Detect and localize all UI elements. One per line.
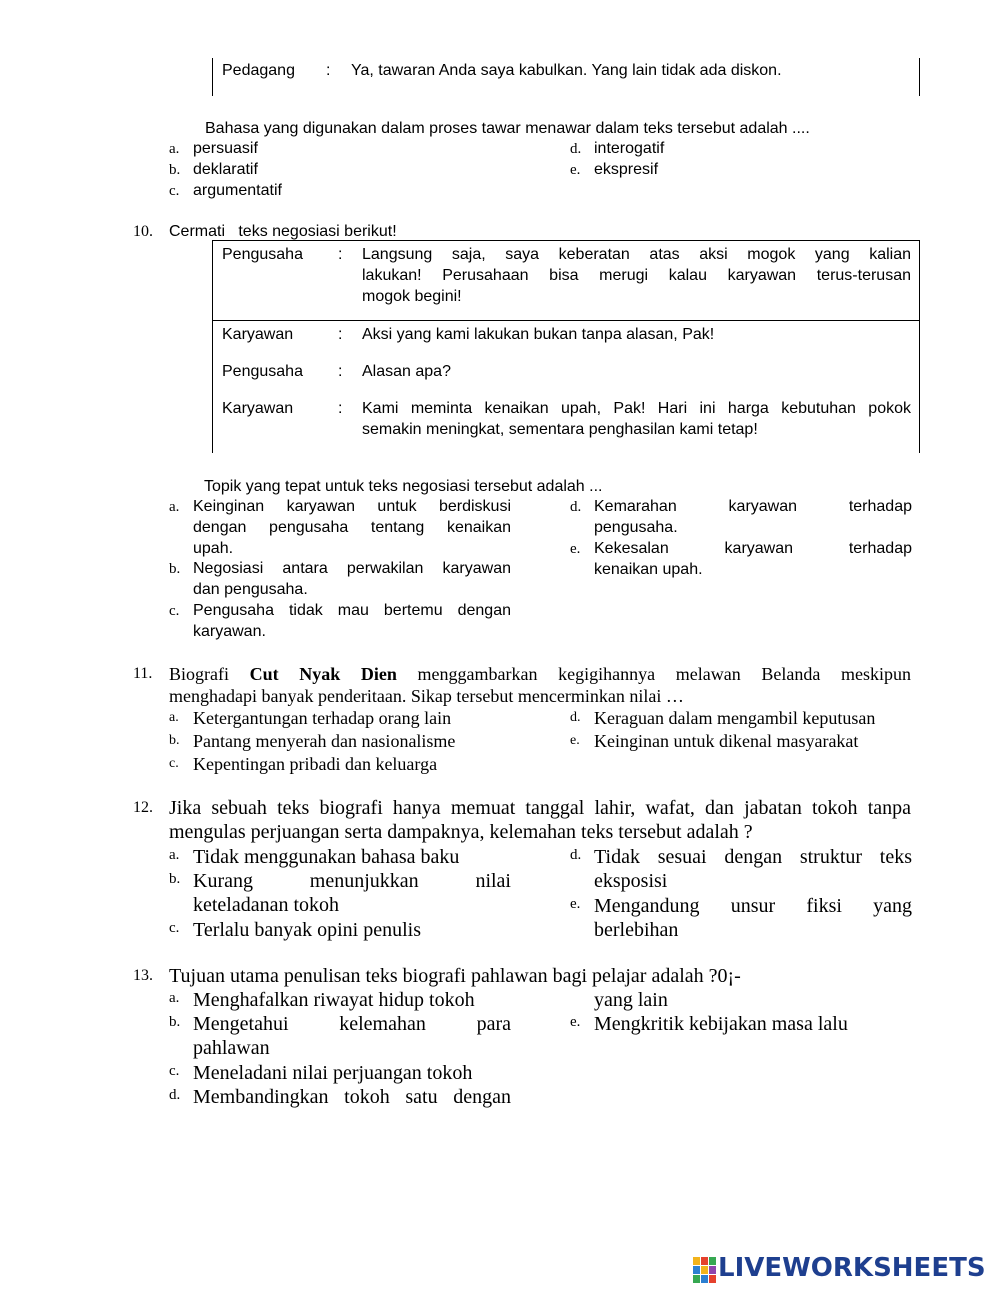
dialog-colon: : [338,400,343,417]
q11-option-b[interactable]: Pantang menyerah dan nasionalisme [193,731,456,751]
q10-option-d[interactable]: Kemarahan karyawan terhadap pengusaha. [594,498,912,536]
table-border-right [919,240,920,453]
q12-question-line2: mengulas perjuangan serta dampaknya, kelemahan teks tersebut adalah ? [169,821,753,843]
dialog-speaker: Karyawan [222,326,294,343]
q11-option-label: c. [169,756,179,771]
q10-option-label: a. [169,499,180,515]
table-border-right [919,58,920,96]
q10-number: 10. [133,223,153,240]
q9-option-label: e. [570,162,581,178]
q13-option-label: a. [169,990,180,1006]
q10-question: Topik yang tepat untuk teks negosiasi tersebut adalah ... [204,478,603,495]
q9-option-label: a. [169,141,180,157]
dialog-line: Aksi yang kami lakukan bukan tanpa alasan, Pak! [362,326,715,343]
dialog-line: Langsung saja, saya keberatan atas aksi mogok yang kalian [362,246,911,263]
q9-question: Bahasa yang digunakan dalam proses tawar menawar dalam teks tersebut adalah .... [205,120,810,137]
q13-option-b[interactable]: Mengetahui kelemahan para pahlawan [193,1013,511,1059]
q11-question-line1: Biografi Cut Nyak Dien menggambarkan kegigihannya melawan Belanda meskipun [169,664,911,684]
q9-option-a[interactable]: persuasif [193,140,258,157]
q10-option-label: e. [570,541,581,557]
dialog-speaker: Pengusaha [222,246,303,263]
q9-option-label: c. [169,183,180,199]
dialog-line: lakukan! Perusahaan bisa merugi kalau karyawan terus-terusan [362,267,911,284]
dialog-speaker: Pengusaha [222,363,303,380]
q11-option-d[interactable]: Keraguan dalam mengambil keputusan [594,708,876,728]
q12-option-label: b. [169,871,181,887]
liveworksheets-logo-icon [693,1257,717,1283]
q12-number: 12. [133,799,153,816]
q9-option-b[interactable]: deklaratif [193,161,258,178]
q11-option-label: a. [169,710,179,725]
q12-option-b[interactable]: Kurang menunjukkan nilai keteladanan tokoh [193,870,511,916]
q11-option-e[interactable]: Keinginan untuk dikenal masyarakat [594,731,859,751]
q9-option-label: b. [169,162,181,178]
q13-option-d-line1[interactable]: Membandingkan tokoh satu dengan [193,1086,511,1108]
q11-bold-name: Cut Nyak Dien [249,664,397,684]
q10-option-c[interactable]: Pengusaha tidak mau bertemu dengan karyawan. [193,602,511,640]
q13-question: Tujuan utama penulisan teks biografi pahlawan bagi pelajar adalah ?0¡- [169,965,741,987]
q11-number: 11. [133,665,153,682]
q13-option-a[interactable]: Menghafalkan riwayat hidup tokoh [193,989,475,1011]
q10-intro: Cermati teks negosiasi berikut! [169,223,397,240]
dialog-colon: : [338,363,343,380]
q9-option-e[interactable]: ekspresif [594,161,659,178]
q12-option-label: e. [570,896,581,912]
q11-option-a[interactable]: Ketergantungan terhadap orang lain [193,708,452,728]
table-border-top [212,240,919,241]
dialog-colon: : [326,62,331,79]
dialog-colon: : [338,246,343,263]
q9-option-c[interactable]: argumentatif [193,182,282,199]
q9-option-d[interactable]: interogatif [594,140,665,157]
q13-option-d-line2[interactable]: yang lain [594,989,668,1011]
q12-option-e[interactable]: Mengandung unsur fiksi yang berlebihan [594,895,912,941]
table-row-divider [212,320,919,321]
q10-option-label: c. [169,603,180,619]
q12-question-line1: Jika sebuah teks biografi hanya memuat tanggal lahir, wafat, dan jabatan tokoh tanpa [169,797,911,819]
q11-option-label: b. [169,733,180,748]
q12-option-a[interactable]: Tidak menggunakan bahasa baku [193,846,460,868]
q13-number: 13. [133,967,153,984]
dialog-line: mogok begini! [362,288,462,305]
dialog-line: Alasan apa? [362,363,451,380]
q13-option-label: d. [169,1087,181,1103]
q11-question-line2: menghadapi banyak penderitaan. Sikap tersebut mencerminkan nilai … [169,686,684,706]
q13-option-e[interactable]: Mengkritik kebijakan masa lalu [594,1013,848,1035]
q12-option-c[interactable]: Terlalu banyak opini penulis [193,919,421,941]
liveworksheets-logo-text: LIVEWORKSHEETS [718,1253,986,1283]
q10-option-label: b. [169,561,181,577]
q10-option-a[interactable]: Keinginan karyawan untuk berdiskusi dengan pengusaha tentang kenaikan upah. [193,498,511,557]
dialog-speaker: Karyawan [222,400,294,417]
q9-option-label: d. [570,141,582,157]
q12-option-d[interactable]: Tidak sesuai dengan struktur teks eksposisi [594,846,912,892]
dialog-speaker: Pedagang [222,62,295,79]
dialog-text: Ya, tawaran Anda saya kabulkan. Yang lain tidak ada diskon. [351,62,782,79]
dialog-line: Kami meminta kenaikan upah, Pak! Hari ini harga kebutuhan pokok [362,400,911,417]
q10-option-b[interactable]: Negosiasi antara perwakilan karyawan dan pengusaha. [193,560,511,598]
q11-option-label: e. [570,733,580,748]
q12-option-label: d. [570,847,582,863]
q13-option-label: c. [169,1063,180,1079]
q12-option-label: c. [169,920,180,936]
q12-option-label: a. [169,847,180,863]
q10-option-e[interactable]: Kekesalan karyawan terhadap kenaikan upah. [594,540,912,578]
q10-option-label: d. [570,499,582,515]
q11-option-c[interactable]: Kepentingan pribadi dan keluarga [193,754,438,774]
q13-option-label: e. [570,1014,581,1030]
table-border-left [212,240,213,453]
q13-option-c[interactable]: Meneladani nilai perjuangan tokoh [193,1062,473,1084]
table-border-left [212,58,213,96]
q13-option-label: b. [169,1014,181,1030]
dialog-colon: : [338,326,343,343]
q11-option-label: d. [570,710,581,725]
dialog-line: semakin meningkat, sementara penghasilan kami tetap! [362,421,758,438]
